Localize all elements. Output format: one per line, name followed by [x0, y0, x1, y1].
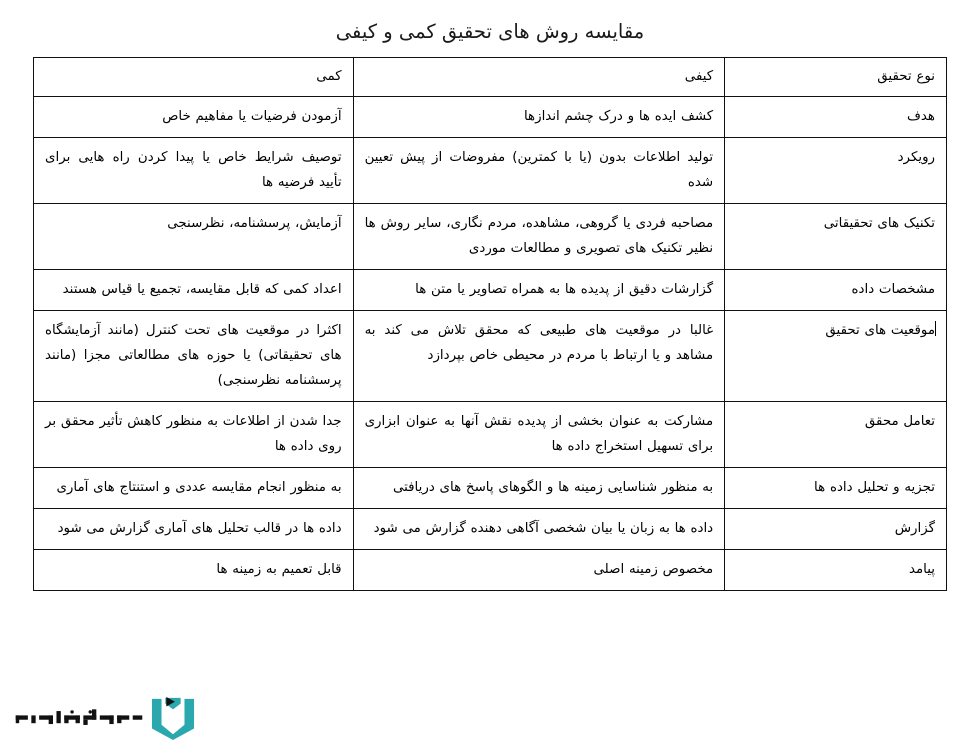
table-row — [34, 311, 947, 402]
table-row — [34, 402, 947, 468]
cell-quantitative: قابل تعمیم به زمینه ها — [34, 550, 354, 591]
column-header-quantitative: کمی — [34, 58, 354, 97]
table-body — [34, 97, 947, 591]
row-label: پیامد — [725, 550, 947, 591]
cell-quantitative: جدا شدن از اطلاعات به منظور کاهش تأثیر محقق بر روی داده ها — [34, 402, 354, 468]
row-label: تکنیک های تحقیقاتی — [725, 204, 947, 270]
table-row — [34, 468, 947, 509]
cell-qualitative: مخصوص زمینه اصلی — [353, 550, 725, 591]
cell-quantitative: اکثرا در موقعیت های تحت کنترل (مانند آزمایشگاه های تحقیقاتی) یا حوزه های مطالعاتی مجزا (مانند پرسشنامه نظرسنجی) — [34, 311, 354, 402]
comparison-table-container — [33, 57, 947, 591]
row-label: گزارش — [725, 509, 947, 550]
row-label: تعامل محقق — [725, 402, 947, 468]
column-header-qualitative: کیفی — [353, 58, 725, 97]
text-cursor-icon — [935, 321, 936, 336]
table-row — [34, 509, 947, 550]
brand-logo — [14, 696, 196, 740]
row-label — [725, 311, 947, 402]
row-label: رویکرد — [725, 138, 947, 204]
cell-qualitative: به منظور شناسایی زمینه ها و الگوهای پاسخ های دریافتی — [353, 468, 725, 509]
cell-quantitative: آزمودن فرضیات یا مفاهیم خاص — [34, 97, 354, 138]
cell-quantitative: به منظور انجام مقایسه عددی و استنتاج های آماری — [34, 468, 354, 509]
row-label: مشخصات داده — [725, 270, 947, 311]
cell-qualitative: تولید اطلاعات بدون (یا با کمترین) مفروضات از پیش تعیین شده — [353, 138, 725, 204]
cell-qualitative: گزارشات دقیق از پدیده ها به همراه تصاویر یا متن ها — [353, 270, 725, 311]
column-header-research-type: نوع تحقیق — [725, 58, 947, 97]
cell-qualitative: مشارکت به عنوان بخشی از پدیده نقش آنها به عنوان ابزاری برای تسهیل استخراج داده ها — [353, 402, 725, 468]
cell-quantitative: توصیف شرایط خاص یا پیدا کردن راه هایی برای تأیید فرضیه ها — [34, 138, 354, 204]
row-label: هدف — [725, 97, 947, 138]
cell-quantitative: اعداد کمی که قابل مقایسه، تجمیع یا قیاس هستند — [34, 270, 354, 311]
letter-m-logo-icon — [150, 696, 196, 740]
table-row — [34, 270, 947, 311]
table-row — [34, 97, 947, 138]
cell-qualitative: کشف ایده ها و درک چشم اندازها — [353, 97, 725, 138]
cell-quantitative: آزمایش، پرسشنامه، نظرسنجی — [34, 204, 354, 270]
table-header-row — [34, 58, 947, 97]
row-label-text: موقعیت های تحقیق — [825, 323, 935, 338]
cell-qualitative: غالبا در موقعیت های طبیعی که محقق تلاش می کند به مشاهد و یا ارتباط با مردم در محیطی خاص بپردازد — [353, 311, 725, 402]
table-header — [34, 58, 947, 97]
cell-qualitative: مصاحبه فردی یا گروهی، مشاهده، مردم نگاری، سایر روش ها نظیر تکنیک های تصویری و مطالعات موردی — [353, 204, 725, 270]
page-title: مقایسه روش های تحقیق کمی و کیفی — [335, 20, 645, 44]
table-row — [34, 138, 947, 204]
cell-quantitative: داده ها در قالب تحلیل های آماری گزارش می شود — [34, 509, 354, 550]
table-row — [34, 204, 947, 270]
row-label: تجزیه و تحلیل داده ها — [725, 468, 947, 509]
comparison-table — [33, 57, 947, 591]
cell-qualitative: داده ها به زبان یا بیان شخصی آگاهی دهنده گزارش می شود — [353, 509, 725, 550]
modirno-wordmark-icon — [14, 705, 144, 731]
table-row — [34, 550, 947, 591]
